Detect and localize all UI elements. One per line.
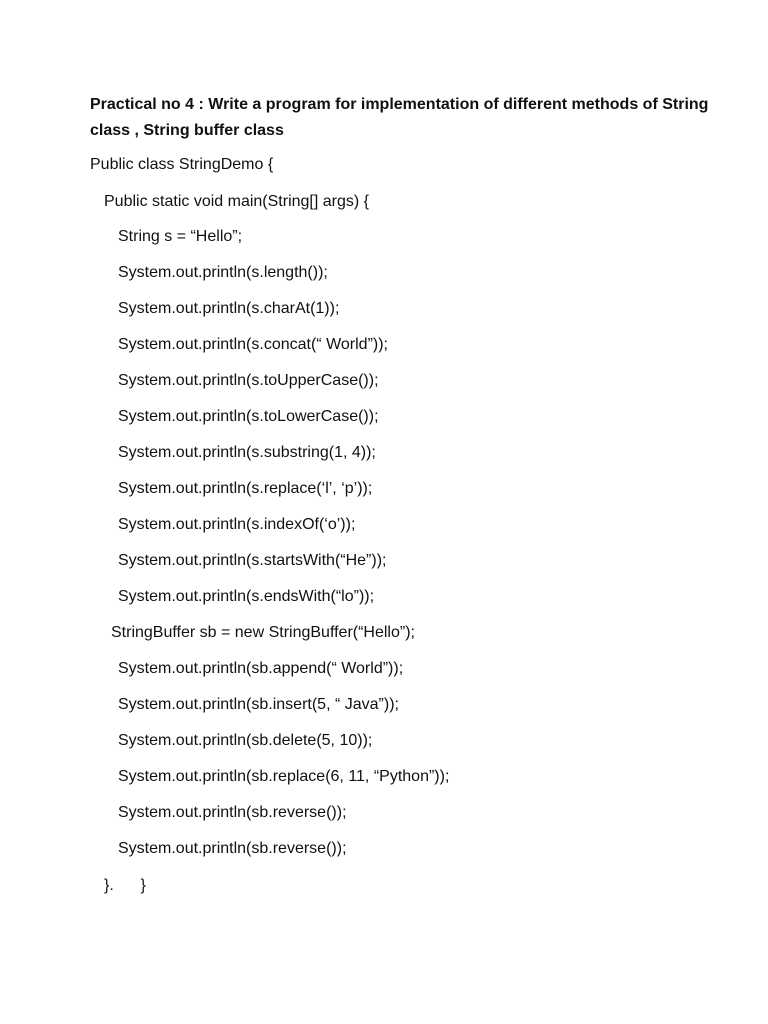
- code-line: System.out.println(sb.insert(5, “ Java”));: [118, 696, 399, 713]
- code-line: Public static void main(String[] args) {: [104, 193, 369, 210]
- code-line: System.out.println(s.indexOf(‘o’));: [118, 516, 356, 533]
- code-line: System.out.println(sb.reverse());: [118, 804, 347, 821]
- code-line: System.out.println(s.replace(‘l’, ‘p’));: [118, 480, 373, 497]
- code-line: System.out.println(s.endsWith(“lo”));: [118, 588, 375, 605]
- code-line: System.out.println(s.concat(“ World”));: [118, 336, 388, 353]
- code-line: StringBuffer sb = new StringBuffer(“Hello”);: [111, 624, 415, 641]
- code-line: System.out.println(sb.append(“ World”));: [118, 660, 404, 677]
- code-line: System.out.println(s.toLowerCase());: [118, 408, 379, 425]
- code-line: System.out.println(s.length());: [118, 264, 328, 281]
- code-line: Public class StringDemo {: [90, 156, 274, 173]
- code-line: System.out.println(s.charAt(1));: [118, 300, 340, 317]
- code-line: System.out.println(sb.replace(6, 11, “Python”));: [118, 768, 450, 785]
- code-line: System.out.println(s.toUpperCase());: [118, 372, 379, 389]
- code-line: System.out.println(sb.delete(5, 10));: [118, 732, 373, 749]
- code-line: }. }: [104, 877, 146, 894]
- code-line: System.out.println(s.substring(1, 4));: [118, 444, 376, 461]
- document-title: Practical no 4 : Write a program for implementation of different methods of String class , String buffer class: [90, 96, 709, 139]
- code-line: System.out.println(s.startsWith(“He”));: [118, 552, 387, 569]
- code-line: System.out.println(sb.reverse());: [118, 840, 347, 857]
- code-line: String s = “Hello”;: [118, 228, 243, 245]
